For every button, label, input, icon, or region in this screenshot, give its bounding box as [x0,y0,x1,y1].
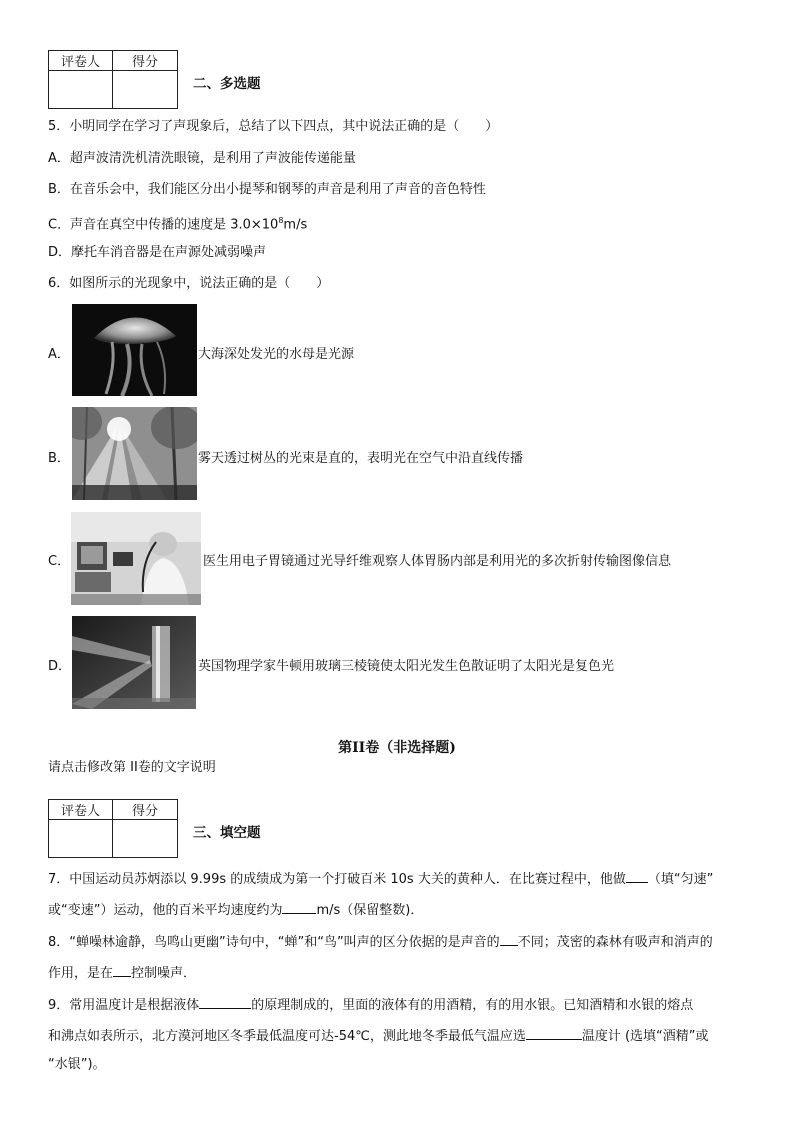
score-box-grader-cell[interactable] [49,71,113,109]
score-box-score-header: 得分 [113,51,178,71]
question-6-option-a-text: 大海深处发光的水母是光源 [198,347,355,362]
question-6-option-c-text: 医生用电子胃镜通过光导纤维观察人体胃肠内部是利用光的多次折射传输图像信息 [203,554,672,569]
question-9-text-2: 的原理制成的，里面的液体有的用酒精，有的用水银。已知酒精和水银的熔点 [251,998,694,1013]
answer-blank[interactable] [626,868,648,883]
question-8-text-3: 作用，是在 [48,966,114,981]
score-box-grader-header: 评卷人 [49,800,113,820]
doctor-endoscope-photo [71,512,201,605]
part-2-title: 第II卷（非选择题) [338,740,456,756]
question-5-option-b: B．在音乐会中，我们能区分出小提琴和钢琴的声音是利用了声音的音色特性 [48,182,486,197]
question-7-text-3: 或“变速”）运动，他的百米平均速度约为 [48,903,283,918]
question-9-text-1: 9．常用温度计是根据液体 [48,998,200,1013]
answer-blank[interactable] [500,931,518,946]
question-6-option-b-text: 雾天透过树丛的光束是直的，表明光在空气中沿直线传播 [198,451,524,466]
score-box-score-header: 得分 [113,800,178,820]
question-6-option-d-label: D． [48,659,72,674]
question-7-text-2: （填“匀速” [647,872,714,887]
question-5-stem: 5．小明同学在学习了声现象后，总结了以下四点，其中说法正确的是（ ） [48,119,499,134]
prism-dispersion-photo [72,616,196,709]
question-7-text-1: 7．中国运动员苏炳添以 9.99s 的成绩成为第一个打破百米 10s 大关的黄种人．在比赛过程中，他做 [48,872,626,887]
jellyfish-photo [72,304,197,396]
question-8-line-1 [48,931,713,952]
answer-blank[interactable] [526,1025,582,1040]
score-box [48,799,178,858]
question-8-line-2 [48,962,196,983]
question-5-option-c [48,212,307,234]
score-box-grader-header: 评卷人 [49,51,113,71]
question-6-stem: 6．如图所示的光现象中，说法正确的是（ ） [48,276,330,291]
score-box [48,50,178,109]
answer-blank[interactable] [113,962,131,977]
question-9-text-3: 和沸点如表所示，北方漠河地区冬季最低温度可达-54℃，测此地冬季最低气温应选 [48,1029,526,1044]
score-box-score-cell[interactable] [113,71,178,109]
option-c-prefix: C．声音在真空中传播的速度是 3.0×10 [48,217,279,233]
question-8-text-2: 不同；茂密的森林有吸声和消声的 [517,935,713,950]
part-2-note[interactable]: 请点击修改第 II卷的文字说明 [48,760,216,775]
question-8-text-1: 8．“蝉噪林逾静，鸟鸣山更幽”诗句中，“蝉”和“鸟”叫声的区分依据的是声音的 [48,935,500,950]
score-box-score-cell[interactable] [113,820,178,858]
question-9-line-1 [48,994,693,1015]
section-title-fill-in: 三、填空题 [193,825,261,841]
score-box-grader-cell[interactable] [49,820,113,858]
question-9-line-2 [48,1025,709,1046]
question-9-line-3: “水银”)。 [48,1057,106,1072]
question-6-option-d-text: 英国物理学家牛顿用玻璃三棱镜使太阳光发生色散证明了太阳光是复色光 [198,659,615,674]
question-8-text-4: 控制噪声． [131,966,197,981]
question-7-line-1 [48,868,713,889]
question-9-text-4: 温度计 (选填“酒精”或 [581,1029,709,1044]
question-6-option-b-label: B． [48,451,70,466]
section-title-multiple-choice: 二、多选题 [193,76,261,92]
question-6-option-a-label: A． [48,347,70,362]
option-c-exponent: 8 [278,216,284,225]
answer-blank[interactable] [282,899,316,914]
question-7-text-4: m/s（保留整数)． [316,903,424,918]
question-7-line-2 [48,899,423,920]
answer-blank[interactable] [199,994,251,1009]
question-5-option-a: A．超声波清洗机清洗眼镜，是利用了声波能传递能量 [48,151,356,166]
forest-light-beams-photo [72,407,197,500]
question-5-option-d: D．摩托车消音器是在声源处减弱噪声 [48,245,267,260]
option-c-unit: m/s [283,217,308,233]
question-6-option-c-label: C． [48,554,71,569]
